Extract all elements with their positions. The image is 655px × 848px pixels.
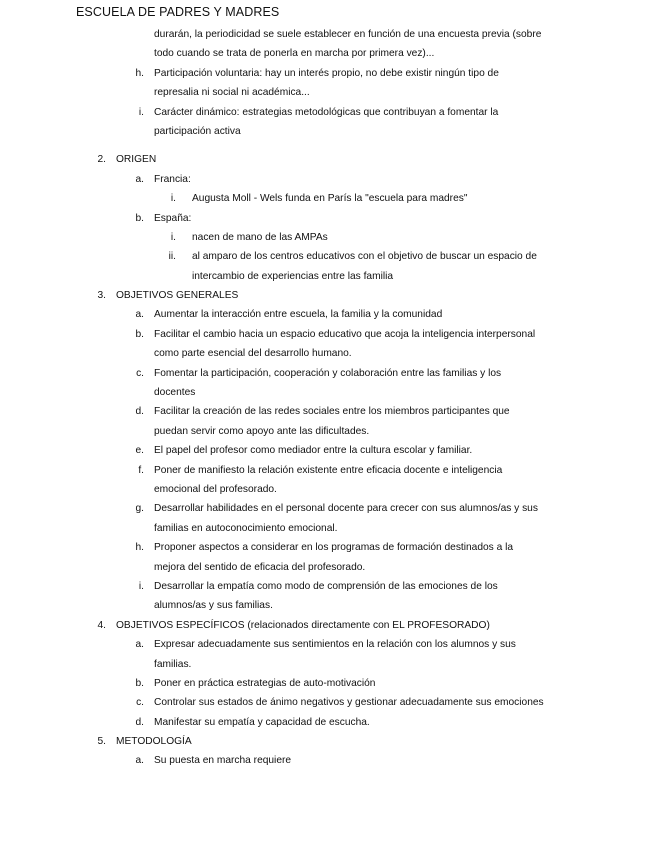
list-marker: d. — [135, 716, 144, 728]
list-marker: f. — [138, 464, 144, 476]
list-item — [0, 577, 655, 596]
page-header: ESCUELA DE PADRES Y MADRES — [76, 5, 280, 19]
list-item — [0, 441, 655, 460]
list-text: todo cuando se trata de ponerla en marcha por primera vez)... — [154, 48, 435, 60]
list-item — [0, 538, 655, 557]
list-item — [0, 383, 655, 402]
list-marker: 2. — [97, 154, 106, 166]
list-text: ORIGEN — [116, 154, 157, 166]
list-marker: d. — [135, 406, 144, 418]
list-item — [0, 267, 655, 286]
list-text: España: — [154, 212, 192, 224]
list-item — [0, 751, 655, 770]
list-text: Poner en práctica estrategias de auto-motivación — [154, 677, 376, 689]
list-item — [0, 286, 655, 305]
list-marker: ii. — [168, 251, 176, 263]
list-text: Expresar adecuadamente sus sentimientos en la relación con los alumnos y sus — [154, 639, 516, 651]
section-spacer — [0, 141, 655, 150]
list-marker: b. — [135, 212, 144, 224]
list-text: mejora del sentido de eficacia del profesorado. — [154, 561, 366, 573]
list-text: Manifestar su empatía y capacidad de escucha. — [154, 716, 370, 728]
list-marker: a. — [135, 309, 144, 321]
list-item — [0, 635, 655, 654]
list-text: Proponer aspectos a considerar en los programas de formación destinados a la — [154, 542, 514, 554]
list-marker: b. — [135, 328, 144, 340]
list-text: emocional del profesorado. — [154, 483, 277, 495]
list-text: intercambio de experiencias entre las familia — [192, 270, 394, 282]
list-item — [0, 480, 655, 499]
list-marker: a. — [135, 639, 144, 651]
list-item — [0, 596, 655, 615]
list-marker: i. — [138, 106, 144, 118]
list-text: Participación voluntaria: hay un interés propio, no debe existir ningún tipo de — [154, 67, 499, 79]
list-item — [0, 461, 655, 480]
list-marker: c. — [136, 367, 144, 379]
list-marker: g. — [135, 503, 144, 515]
list-text: puedan servir como apoyo ante las dificultades. — [154, 425, 370, 437]
list-text: familias. — [154, 658, 192, 670]
list-text: Controlar sus estados de ánimo negativos y gestionar adecuadamente sus emociones — [154, 697, 544, 709]
list-item — [0, 344, 655, 363]
list-item — [0, 519, 655, 538]
list-marker: i. — [170, 231, 176, 243]
list-text: Augusta Moll - Wels funda en París la "escuela para madres" — [192, 193, 468, 205]
list-text: Poner de manifiesto la relación existente entre eficacia docente e inteligencia — [154, 464, 503, 476]
list-text: OBJETIVOS GENERALES — [116, 290, 239, 302]
list-item — [0, 247, 655, 266]
list-text: Su puesta en marcha requiere — [154, 755, 292, 767]
list-text: nacen de mano de las AMPAs — [192, 231, 328, 243]
list-item — [0, 209, 655, 228]
list-text: represalia ni social ni académica... — [154, 87, 310, 99]
list-text: Desarrollar habilidades en el personal docente para crecer con sus alumnos/as y sus — [154, 503, 538, 515]
list-item — [0, 693, 655, 712]
list-marker: i. — [138, 580, 144, 592]
list-item — [0, 674, 655, 693]
list-item — [0, 122, 655, 141]
list-text: al amparo de los centros educativos con el objetivo de buscar un espacio de — [192, 251, 537, 263]
list-text: familias en autoconocimiento emocional. — [154, 522, 338, 534]
list-item — [0, 25, 655, 44]
list-text: Fomentar la participación, cooperación y colaboración entre las familias y los — [154, 367, 502, 379]
list-text: Carácter dinámico: estrategias metodológicas que contribuyan a fomentar la — [154, 106, 499, 118]
list-marker: 3. — [97, 290, 106, 302]
list-text: Desarrollar la empatía como modo de comprensión de las emociones de los — [154, 580, 498, 592]
list-text: como parte esencial del desarrollo humano. — [154, 348, 352, 360]
list-text: Facilitar el cambio hacia un espacio educativo que acoja la inteligencia interpersonal — [154, 328, 536, 340]
list-item — [0, 499, 655, 518]
list-marker: 5. — [97, 736, 106, 748]
list-text: Aumentar la interacción entre escuela, la familia y la comunidad — [154, 309, 443, 321]
list-marker: 4. — [97, 619, 106, 631]
list-text: METODOLOGÍA — [116, 736, 192, 748]
list-item — [0, 228, 655, 247]
list-marker: h. — [135, 67, 144, 79]
list-text: El papel del profesor como mediador entre la cultura escolar y familiar. — [154, 445, 473, 457]
list-marker: b. — [135, 677, 144, 689]
list-text: participación activa — [154, 125, 241, 137]
list-marker: c. — [136, 697, 144, 709]
list-marker: h. — [135, 542, 144, 554]
list-item — [0, 655, 655, 674]
list-text: docentes — [154, 387, 196, 399]
list-item — [0, 103, 655, 122]
list-item — [0, 325, 655, 344]
list-item — [0, 305, 655, 324]
list-marker: a. — [135, 755, 144, 767]
list-item — [0, 189, 655, 208]
list-item — [0, 170, 655, 189]
list-marker: e. — [135, 445, 144, 457]
list-marker: i. — [170, 193, 176, 205]
list-item — [0, 422, 655, 441]
list-text: alumnos/as y sus familias. — [154, 600, 273, 612]
list-item — [0, 732, 655, 751]
list-text: Facilitar la creación de las redes sociales entre los miembros participantes que — [154, 406, 510, 418]
list-item — [0, 402, 655, 421]
list-item — [0, 713, 655, 732]
document-body — [0, 25, 655, 771]
list-item — [0, 44, 655, 63]
list-marker: a. — [135, 173, 144, 185]
list-item — [0, 64, 655, 83]
list-item — [0, 616, 655, 635]
list-item — [0, 150, 655, 169]
list-text: durarán, la periodicidad se suele establecer en función de una encuesta previa (sobre — [154, 29, 542, 40]
list-item — [0, 364, 655, 383]
list-text: OBJETIVOS ESPECÍFICOS (relacionados directamente con EL PROFESORADO) — [116, 619, 490, 631]
list-item — [0, 83, 655, 102]
list-text: Francia: — [154, 173, 191, 185]
list-item — [0, 558, 655, 577]
